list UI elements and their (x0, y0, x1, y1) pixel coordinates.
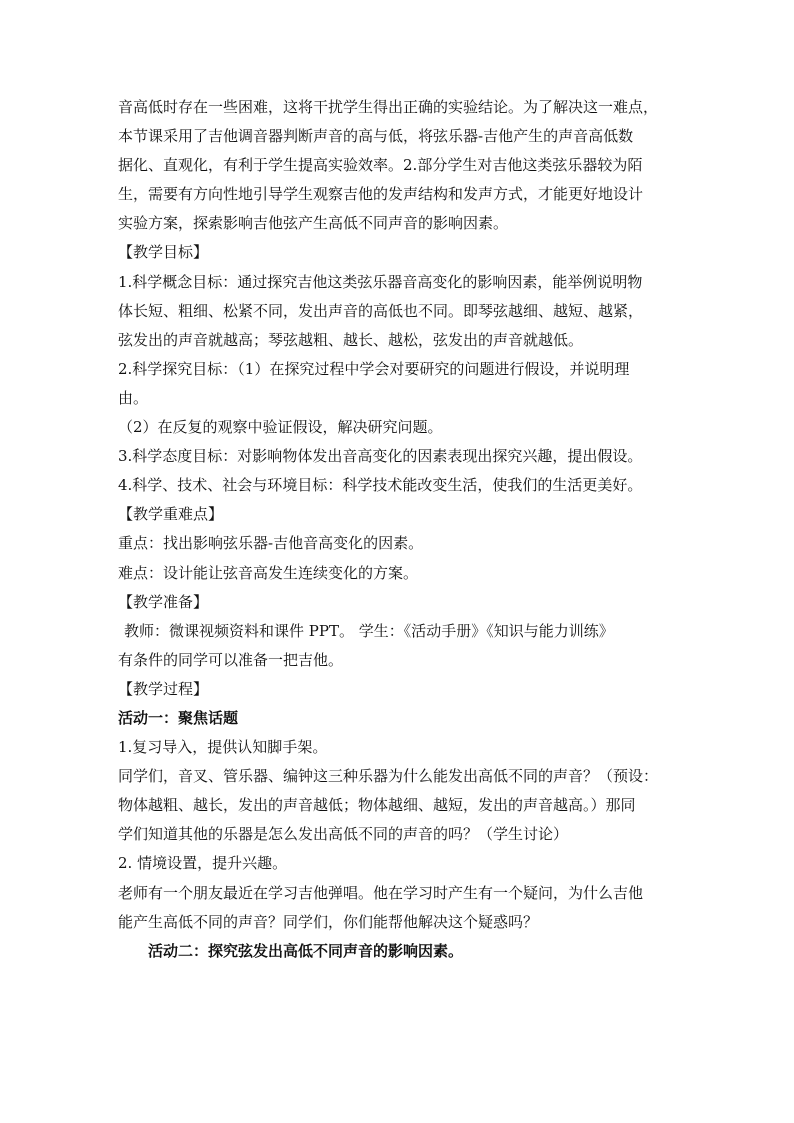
paragraph-line: 2.科学探究目标：（1）在探究过程中学会对要研究的问题进行假设，并说明理 (118, 359, 630, 378)
section-heading-process: 【教学过程】 (118, 679, 209, 698)
paragraph-line: 弦发出的声音就越高；琴弦越粗、越长、越松，弦发出的声音就越低。 (118, 330, 584, 349)
paragraph-line: 生，需要有方向性地引导学生观察吉他的发声结构和发声方式，才能更好地设计 (118, 185, 644, 204)
activity-heading-1: 活动一：聚焦话题 (118, 708, 239, 727)
paragraph-line: 3.科学态度目标：对影响物体发出音高变化的因素表现出探究兴趣，提出假设。 (118, 447, 643, 466)
paragraph-line: 音高低时存在一些困难，这将干扰学生得出正确的实验结论。为了解决这一难点， (118, 98, 659, 116)
paragraph-line: 1.复习导入，提供认知脚手架。 (118, 738, 328, 757)
paragraph-line: 2. 情境设置，提升兴趣。 (118, 854, 288, 873)
section-heading-preparation: 【教学准备】 (118, 592, 209, 611)
paragraph-line: 体长短、粗细、松紧不同，发出声音的高低也不同。即琴弦越细、越短、越紧， (118, 301, 644, 320)
activity-heading-2: 活动二：探究弦发出高低不同声音的影响因素。 (148, 941, 464, 960)
section-heading-key-points: 【教学重难点】 (118, 505, 224, 524)
paragraph-line: 物体越粗、越长，发出的声音越低；物体越细、越短，发出的声音越高。）那同 (118, 796, 636, 815)
document-body (118, 93, 678, 966)
paragraph-line: 难点：设计能让弦音高发生连续变化的方案。 (118, 563, 419, 582)
paragraph-line: （2）在反复的观察中验证假设，解决研究问题。 (118, 418, 443, 437)
paragraph-line: 实验方案，探索影响吉他弦产生高低不同声音的影响因素。 (118, 214, 509, 233)
paragraph-line: 据化、直观化，有利于学生提高实验效率。2.部分学生对吉他这类弦乐器较为陌 (118, 156, 643, 175)
paragraph-line: 教师：微课视频资料和课件 PPT。 学生：《活动手册》《知识与能力训练》 (124, 621, 614, 640)
paragraph-line: 学们知道其他的乐器是怎么发出高低不同的声音的吗？（学生讨论） (118, 825, 569, 844)
paragraph-line: 能产生高低不同的声音？同学们，你们能帮他解决这个疑惑吗？ (118, 912, 539, 931)
paragraph-line: 老师有一个朋友最近在学习吉他弹唱。他在学习时产生有一个疑问，为什么吉他 (118, 883, 644, 902)
paragraph-line: 有条件的同学可以准备一把吉他。 (118, 650, 344, 669)
paragraph-line: 重点：找出影响弦乐器-吉他音高变化的因素。 (118, 534, 424, 553)
paragraph-line: 同学们，音叉、管乐器、编钟这三种乐器为什么能发出高低不同的声音？（预设： (118, 767, 659, 786)
paragraph-line: 本节课采用了吉他调音器判断声音的高与低，将弦乐器-吉他产生的声音高低数 (118, 127, 634, 146)
paragraph-line: 1.科学概念目标：通过探究吉他这类弦乐器音高变化的影响因素，能举例说明物 (118, 272, 643, 291)
paragraph-line: 4.科学、技术、社会与环境目标：科学技术能改变生活，使我们的生活更美好。 (118, 476, 643, 495)
paragraph-line: 由。 (118, 388, 149, 407)
section-heading-teaching-goals: 【教学目标】 (118, 243, 209, 262)
